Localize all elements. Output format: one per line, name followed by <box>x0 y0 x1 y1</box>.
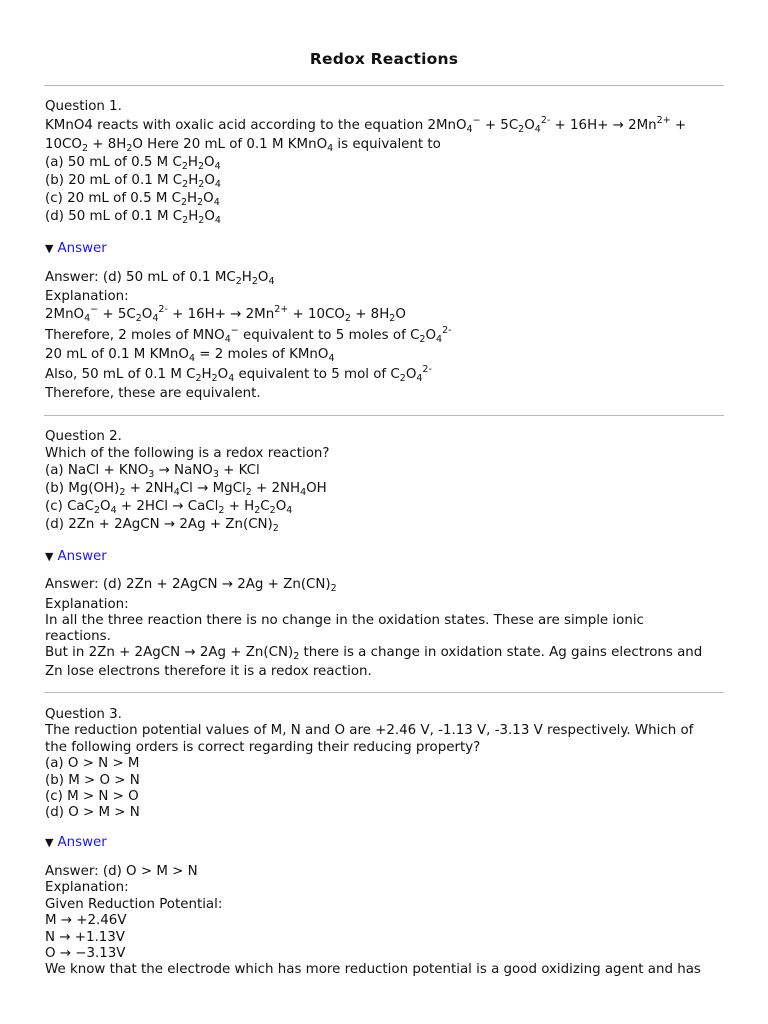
option-b: (b) M > O > N <box>45 773 140 788</box>
explanation-line: But in 2Zn + 2AgCN → $2Ag + Zn(CN)_2$ there is a change in oxidation state. Ag gains electrons and <box>45 645 703 662</box>
page-title: Redox Reactions <box>309 50 459 68</box>
question-3-text: The reduction potential values of M, N and O are +2.46 V, -1.13 V, -3.13 V respectively. Which of <box>45 723 694 738</box>
divider <box>44 85 724 86</box>
explanation-line: $2MnO_4^- + 5C_2O_4^{2-} + 16H+ \to 2Mn^{2+} + 10CO_2 + 8H_2O$ <box>45 304 406 324</box>
option-d: (d) 50 mL of 0.1 M $C_2H_2O_4$ <box>45 209 221 226</box>
option-d: (d) O > M > N <box>45 805 140 820</box>
question-1-text: KMnO4 reacts with oxalic acid according to the equation $2MnO_4^- + 5C_2O_4^{2-} + 16H+ \to 2Mn^{2+}$ + <box>45 115 687 135</box>
explanation-line: 20 mL of 0.1 M KMnO$_4$ = 2 moles of KMnO$_4$ <box>45 347 335 364</box>
question-2-heading: Question 2. <box>45 429 122 444</box>
answer-toggle[interactable] <box>45 240 107 257</box>
explanation-line: Given Reduction Potential: <box>45 897 223 912</box>
explanation-line: We know that the electrode which has more reduction potential is a good oxidizing agent and has <box>45 962 701 977</box>
answer-toggle-label: Answer <box>57 835 107 850</box>
option-c: (c) $CaC_2O_4 + 2HCl$ → CaCl$_2$ + $H_2C_2O_4$ <box>45 499 293 516</box>
question-1-text: $10CO_2 + 8H_2O$ Here 20 mL of 0.1 M KMnO$_4$ is equivalent to <box>45 137 441 154</box>
explanation-line: Therefore, these are equivalent. <box>45 386 261 401</box>
explanation-label: Explanation: <box>45 289 129 304</box>
option-a: (a) O > N > M <box>45 756 140 771</box>
option-a: (a) NaCl + $KNO_3$ → NaNO$_3$ + KCl <box>45 463 260 480</box>
divider <box>44 692 724 693</box>
explanation-line: N → +1.13V <box>45 930 125 945</box>
explanation-label: Explanation: <box>45 880 129 895</box>
explanation-line: O → −3.13V <box>45 946 126 961</box>
explanation-line: M → +2.46V <box>45 913 127 928</box>
explanation-label: Explanation: <box>45 597 129 612</box>
question-3-heading: Question 3. <box>45 707 122 722</box>
option-c: (c) M > N > O <box>45 789 139 804</box>
answer-toggle[interactable] <box>45 834 107 851</box>
explanation-line: Zn lose electrons therefore it is a redox reaction. <box>45 664 372 679</box>
option-b: (b) 20 mL of 0.1 M $C_2H_2O_4$ <box>45 173 221 190</box>
option-d: (d) 2Zn + 2AgCN → $2Ag + Zn(CN)_2$ <box>45 517 279 534</box>
answer-text: Answer: (d) 50 mL of 0.1 $MC_2H_2O_4$ <box>45 270 275 287</box>
answer-toggle-label: Answer <box>57 241 107 256</box>
disclosure-triangle-icon: ▼ <box>45 550 54 563</box>
answer-text: Answer: (d) O > M > N <box>45 864 198 879</box>
option-a: (a) 50 mL of 0.5 M $C_2H_2O_4$ <box>45 155 221 172</box>
option-b: (b) $Mg(OH)_2 + 2NH_4Cl$ → MgCl$_2$ + $2NH_4OH$ <box>45 481 327 498</box>
option-c: (c) 20 mL of 0.5 M $C_2H_2O_4$ <box>45 191 220 208</box>
answer-text: Answer: (d) 2Zn + 2AgCN → $2Ag + Zn(CN)_2$ <box>45 577 337 594</box>
explanation-line: Also, 50 mL of 0.1 M $C_2H_2O_4$ equivalent to 5 mol of $C_2O_4^{2-}$ <box>45 364 432 384</box>
question-2-text: Which of the following is a redox reaction? <box>45 446 330 461</box>
divider <box>44 415 724 416</box>
question-1-heading: Question 1. <box>45 99 122 114</box>
disclosure-triangle-icon: ▼ <box>45 242 54 255</box>
answer-toggle-label: Answer <box>57 549 107 564</box>
explanation-line: reactions. <box>45 629 111 644</box>
explanation-line: Therefore, 2 moles of $MNO_4^-$ equivalent to 5 moles of $C_2O_4^{2-}$ <box>45 325 452 345</box>
answer-toggle[interactable] <box>45 548 107 565</box>
explanation-line: In all the three reaction there is no change in the oxidation states. These are simple ionic <box>45 613 644 628</box>
question-3-text: the following orders is correct regarding their reducing property? <box>45 740 481 755</box>
disclosure-triangle-icon: ▼ <box>45 836 54 849</box>
